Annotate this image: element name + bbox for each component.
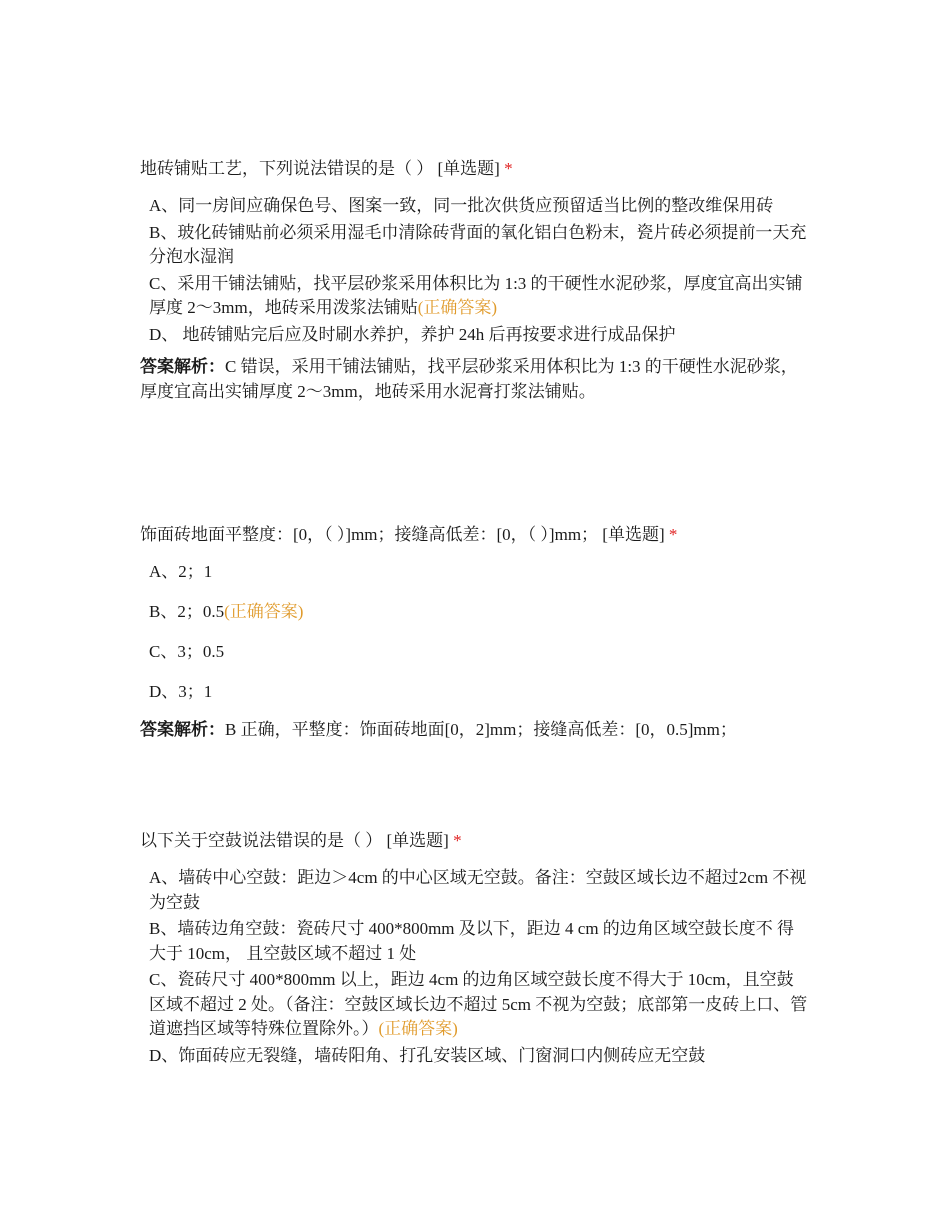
option-b[interactable]: B、玻化砖铺贴前必须采用湿毛巾清除砖背面的氧化铝白色粉末，瓷片砖必须提前一天充分泡水湿润 (149, 222, 807, 266)
option-list (149, 560, 810, 705)
option-a[interactable]: A、墙砖中心空鼓：距边＞4cm 的中心区域无空鼓。备注：空鼓区域长边不超过2cm 不视为空鼓 (149, 868, 807, 912)
option-list (149, 194, 810, 347)
option-d[interactable]: D、3；1 (149, 682, 213, 701)
question-2 (140, 523, 810, 743)
question-3 (140, 829, 810, 1070)
correct-answer-tag: (正确答案) (378, 1019, 458, 1038)
question-1 (140, 157, 810, 404)
option-c[interactable]: C、采用干铺法铺贴，找平层砂浆采用体积比为 1:3 的干硬性水泥砂浆，厚度宜高出实铺厚度 2～3mm，地砖采用泼浆法铺贴(正确答案) (149, 273, 803, 317)
analysis-text: B 正确，平整度：饰面砖地面[0，2]mm；接缝高低差：[0，0.5]mm； (225, 720, 737, 739)
option-d[interactable]: D、饰面砖应无裂缝，墙砖阳角、打孔安装区域、门窗洞口内侧砖应无空鼓 (149, 1045, 706, 1065)
option-b[interactable]: B、墙砖边角空鼓：瓷砖尺寸 400*800mm 及以下，距边 4 cm 的边角区域空鼓长度不 得大于 10cm， 且空鼓区域不超过 1 处 (149, 919, 795, 963)
option-a[interactable]: A、同一房间应确保色号、图案一致，同一批次供货应预留适当比例的整改维保用砖 (149, 196, 774, 215)
option-b[interactable]: B、2；0.5(正确答案) (149, 602, 304, 621)
required-mark: * (504, 159, 513, 178)
analysis-label: 答案解析： (140, 357, 225, 376)
analysis-label: 答案解析： (140, 720, 225, 739)
option-d[interactable]: D、 地砖铺贴完后应及时刷水养护，养护 24h 后再按要求进行成品保护 (149, 324, 676, 344)
option-c[interactable]: C、3；0.5 (149, 642, 225, 661)
answer-analysis (140, 718, 810, 743)
required-mark: * (453, 831, 462, 850)
correct-answer-tag: (正确答案) (224, 602, 304, 621)
required-mark: * (668, 525, 678, 544)
question-stem: 地砖铺贴工艺，下列说法错误的是（ ） [单选题] * (140, 159, 513, 178)
analysis-text: C 错误，采用干铺法铺贴，找平层砂浆采用体积比为 1:3 的干硬性水泥砂浆，厚度宜高出实铺厚度 2～3mm，地砖采用水泥膏打浆法铺贴。 (140, 357, 798, 401)
question-stem: 以下关于空鼓说法错误的是（ ） [单选题] * (140, 831, 462, 850)
answer-analysis (140, 355, 810, 404)
option-list (149, 866, 810, 1068)
option-c[interactable]: C、瓷砖尺寸 400*800mm 以上，距边 4cm 的边角区域空鼓长度不得大于 10cm，且空鼓区域不超过 2 处。（备注：空鼓区域长边不超过 5cm 不视为空鼓；底部第一皮砖上口、管道遮挡区域等特殊位置除外。）(正确答案) (149, 970, 808, 1038)
question-stem: 饰面砖地面平整度：[0，（ ）]mm；接缝高低差：[0，（ ）]mm； [单选题] * (140, 525, 678, 544)
correct-answer-tag: (正确答案) (417, 298, 498, 317)
option-a[interactable]: A、2；1 (149, 562, 213, 581)
